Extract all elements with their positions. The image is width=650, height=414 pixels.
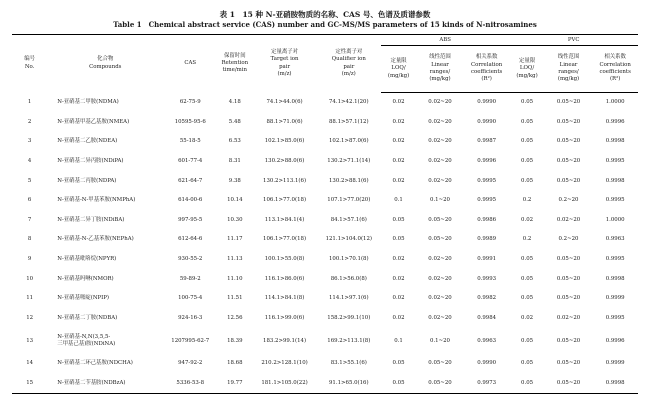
cell-compound: N-亚硝基哌啶(NPIP) bbox=[57, 295, 110, 302]
cell-abs-loq: 0.02 bbox=[392, 99, 405, 106]
cell-cas: 62-75-9 bbox=[179, 99, 201, 106]
cell-abs-loq: 0.05 bbox=[392, 360, 405, 367]
header-line: 线性范围 bbox=[429, 54, 451, 61]
table-header bbox=[12, 35, 638, 93]
cell-pvc-loq: 0.05 bbox=[521, 158, 534, 165]
cell-pvc-loq: 0.05 bbox=[521, 256, 534, 263]
compound-line: 三甲基己基)胺(NDiNA) bbox=[57, 341, 116, 348]
cell-cas: 947-92-2 bbox=[178, 360, 203, 367]
cell-pvc-loq: 0.2 bbox=[522, 197, 532, 204]
header-line: pair bbox=[343, 63, 355, 70]
cell-abs-lin: 0.05~20 bbox=[416, 374, 464, 394]
cell-pvc-loq: 0.02 bbox=[521, 216, 534, 223]
cell-no: 4 bbox=[27, 158, 32, 165]
cell-no: 12 bbox=[26, 314, 34, 321]
table-row bbox=[12, 93, 638, 113]
cell-target: 130.2>113.1(6) bbox=[263, 177, 307, 184]
cell-abs-r2: 0.9989 bbox=[477, 236, 497, 243]
cell-target: 74.1>44.0(6) bbox=[266, 99, 303, 106]
cell-abs-loq: 0.05 bbox=[381, 374, 416, 394]
cell-rt: 6.53 bbox=[228, 138, 241, 145]
cell-qualifier: 158.2>99.1(10) bbox=[327, 314, 371, 321]
cell-compound: N-亚硝基-N-乙基苯胺(NEPhA) bbox=[57, 236, 134, 243]
cell-qualifier: 102.1>87.0(6) bbox=[329, 138, 369, 145]
cell-pvc-lin: 0.05~20 bbox=[556, 256, 581, 263]
table-caption-english: Table 1 Chemical abstract service (CAS) number and GC-MS/MS parameters of 15 kinds of N-nitrosamines bbox=[113, 20, 537, 29]
cell-abs-lin: 0.05~20 bbox=[428, 360, 452, 367]
cell-compound: N-亚硝基二丙胺(NDPA) bbox=[57, 177, 117, 184]
header-line: Linear bbox=[559, 61, 578, 68]
cell-qualifier: 100.1>70.1(8) bbox=[329, 256, 369, 263]
table-row bbox=[12, 211, 638, 231]
cell-rt: 11.10 bbox=[227, 275, 243, 282]
cell-qualifier: 84.1>57.1(6) bbox=[330, 216, 367, 223]
cell-qualifier: 114.1>97.1(6) bbox=[329, 295, 369, 302]
cell-pvc-lin: 0.02~20 bbox=[556, 314, 581, 321]
cell-target: 106.1>77.0(18) bbox=[263, 197, 307, 204]
cell-rt: 4.18 bbox=[228, 99, 241, 106]
cell-target: 116.1>99.0(6) bbox=[264, 314, 305, 321]
cell-abs-lin: 0.02~20 bbox=[428, 158, 452, 165]
header-line: 相关系数 bbox=[604, 54, 626, 61]
cell-rt: 8.31 bbox=[228, 158, 241, 165]
cell-no: 13 bbox=[26, 337, 34, 344]
cell-no: 3 bbox=[27, 138, 32, 145]
cell-pvc-loq: 0.05 bbox=[521, 275, 534, 282]
cell-abs-loq: 0.05 bbox=[392, 216, 405, 223]
cell-no: 14 bbox=[26, 360, 34, 367]
cell-compound: N-亚硝基二乙胺(NDEA) bbox=[57, 138, 118, 145]
cell-no: 6 bbox=[27, 197, 32, 204]
compound-line: N-亚硝基-N,N(3,5,5- bbox=[57, 333, 111, 340]
cell-cas: 5336-53-8 bbox=[163, 374, 217, 394]
cell-abs-lin: 0.1~20 bbox=[430, 197, 450, 204]
cell-abs-lin: 0.02~20 bbox=[428, 314, 452, 321]
cell-abs-loq: 0.02 bbox=[392, 275, 405, 282]
cell-qualifier: 169.2>113.1(8) bbox=[327, 337, 371, 344]
cell-cas: 100-75-4 bbox=[178, 295, 203, 302]
cell-target: 100.1>55.0(8) bbox=[264, 256, 305, 263]
header-line: ranges/ bbox=[558, 69, 579, 75]
cell-no: 8 bbox=[27, 236, 32, 243]
header-line: Target ion bbox=[270, 56, 299, 63]
cell-pvc-r2: 0.9998 bbox=[605, 177, 625, 184]
cell-compound: N-亚硝基二异丙胺(NDiPA) bbox=[57, 158, 124, 165]
cell-rt: 18.39 bbox=[227, 337, 243, 344]
cell-qualifier: 83.1>55.1(6) bbox=[330, 360, 367, 367]
cell-compound: N-亚硝基二苄基胺(NDBzA) bbox=[47, 374, 163, 394]
cell-compound: N-亚硝基二甲胺(NDMA) bbox=[57, 99, 119, 106]
cell-pvc-lin: 0.05~20 bbox=[556, 118, 581, 125]
cell-compound: N-亚硝基二丁胺(NDBA) bbox=[57, 314, 118, 321]
header-qualifier-ion-pair bbox=[317, 35, 381, 93]
header-retention-time bbox=[217, 35, 252, 93]
cell-target: 210.2>128.1(10) bbox=[261, 360, 308, 367]
cell-target: 130.2>88.0(6) bbox=[264, 158, 305, 165]
cell-rt: 10.14 bbox=[227, 197, 243, 204]
cell-compound: N-亚硝基-N-甲基苯胺(NMPhA) bbox=[57, 197, 136, 204]
cell-qualifier: 91.1>65.0(16) bbox=[317, 374, 381, 394]
cell-cas: 10595-95-6 bbox=[174, 118, 206, 125]
cell-pvc-r2: 0.9995 bbox=[605, 314, 625, 321]
header-pvc-correlation bbox=[592, 46, 638, 93]
cell-abs-r2: 0.9984 bbox=[477, 314, 497, 321]
cell-target: 181.1>105.0(22) bbox=[252, 374, 316, 394]
header-line: (mg/kg) bbox=[557, 76, 580, 83]
cell-abs-r2: 0.9990 bbox=[477, 360, 497, 367]
cell-pvc-lin: 0.05~20 bbox=[556, 177, 581, 184]
cell-abs-loq: 0.02 bbox=[392, 177, 405, 184]
cell-cas: 1207995-62-7 bbox=[171, 337, 210, 344]
header-line: Compounds bbox=[89, 63, 122, 70]
cell-abs-lin: 0.02~20 bbox=[428, 275, 452, 282]
cell-abs-r2: 0.9990 bbox=[477, 118, 497, 125]
header-line: CAS bbox=[184, 60, 197, 67]
cell-pvc-lin: 0.05~20 bbox=[556, 99, 581, 106]
table-row bbox=[12, 132, 638, 152]
cell-abs-loq: 0.02 bbox=[392, 314, 405, 321]
table-row bbox=[12, 152, 638, 172]
cell-cas: 621-64-7 bbox=[178, 177, 203, 184]
cell-pvc-r2: 0.9998 bbox=[605, 275, 625, 282]
cell-target: 183.2>99.1(14) bbox=[263, 337, 307, 344]
cell-abs-loq: 0.02 bbox=[392, 295, 405, 302]
cell-compound: N-亚硝基吡咯烷(NPYR) bbox=[57, 256, 117, 263]
cell-no: 7 bbox=[27, 216, 32, 223]
header-line: 化合物 bbox=[97, 56, 114, 63]
cell-abs-loq: 0.02 bbox=[392, 158, 405, 165]
cell-abs-loq: 0.02 bbox=[392, 138, 405, 145]
cell-no: 9 bbox=[27, 256, 32, 263]
cell-abs-r2: 0.9991 bbox=[477, 256, 497, 263]
cell-pvc-r2: 1.0000 bbox=[605, 99, 625, 106]
cell-no: 2 bbox=[27, 118, 32, 125]
cell-qualifier: 130.2>71.1(14) bbox=[327, 158, 371, 165]
cell-abs-r2: 0.9973 bbox=[464, 374, 510, 394]
header-line: (mg/kg) bbox=[429, 76, 451, 83]
cell-pvc-lin: 0.05~20 bbox=[556, 275, 581, 282]
header-pvc-loq bbox=[509, 46, 544, 93]
cell-cas: 614-00-6 bbox=[178, 197, 203, 204]
cell-abs-r2: 0.9995 bbox=[477, 197, 497, 204]
header-line: pair bbox=[279, 63, 291, 70]
header-line: coefficients bbox=[599, 69, 631, 75]
cell-rt: 11.17 bbox=[227, 236, 243, 243]
cell-pvc-lin: 0.05~20 bbox=[556, 295, 581, 302]
header-line: 相关系数 bbox=[475, 54, 498, 61]
cell-pvc-lin: 0.2~20 bbox=[558, 236, 579, 243]
cell-pvc-r2: 0.9999 bbox=[605, 295, 625, 302]
cell-rt: 9.38 bbox=[228, 177, 241, 184]
cell-compound: N-亚硝基吗啉(NMOR) bbox=[57, 275, 114, 282]
cell-abs-lin: 0.02~20 bbox=[428, 177, 452, 184]
cell-pvc-loq: 0.05 bbox=[521, 360, 534, 367]
cell-pvc-loq: 0.05 bbox=[521, 177, 534, 184]
table-row bbox=[12, 113, 638, 133]
cell-qualifier: 88.1>57.1(12) bbox=[329, 118, 369, 125]
header-line: Retention bbox=[221, 60, 249, 67]
cell-qualifier: 86.1>56.0(8) bbox=[330, 275, 367, 282]
table-row bbox=[12, 354, 638, 374]
cell-pvc-lin: 0.05~20 bbox=[556, 138, 581, 145]
cell-cas: 55-18-5 bbox=[179, 138, 201, 145]
cell-compound: N-亚硝基二环己基胺(NDCHA) bbox=[57, 360, 133, 367]
cell-pvc-loq: 0.02 bbox=[521, 314, 534, 321]
cell-pvc-loq: 0.2 bbox=[522, 236, 532, 243]
table-row bbox=[12, 250, 638, 270]
cell-abs-r2: 0.9963 bbox=[477, 337, 497, 344]
table-row bbox=[12, 171, 638, 191]
header-line: time/min bbox=[222, 67, 247, 74]
header-line: (mg/kg) bbox=[387, 72, 410, 79]
header-line: Linear bbox=[431, 61, 449, 68]
cell-rt: 11.13 bbox=[227, 256, 243, 263]
cell-rt: 5.48 bbox=[228, 118, 241, 125]
header-abs-correlation bbox=[464, 46, 510, 93]
header-line: 定性离子对 bbox=[335, 48, 363, 55]
cell-qualifier: 107.1>77.0(20) bbox=[327, 197, 371, 204]
cell-pvc-lin: 0.05~20 bbox=[556, 158, 581, 165]
header-line: (R²) bbox=[609, 76, 621, 83]
cell-abs-r2: 0.9995 bbox=[477, 177, 497, 184]
table-row bbox=[12, 374, 638, 394]
cell-pvc-r2: 0.9998 bbox=[592, 374, 638, 394]
cell-qualifier: 121.1>104.0(12) bbox=[325, 236, 373, 243]
cell-abs-loq: 0.1 bbox=[394, 337, 403, 344]
table-row bbox=[12, 289, 638, 309]
cell-abs-loq: 0.1 bbox=[394, 197, 403, 204]
cell-pvc-loq: 0.05 bbox=[521, 295, 534, 302]
table-row bbox=[12, 191, 638, 211]
cell-cas: 612-64-6 bbox=[178, 236, 203, 243]
cell-no: 15 bbox=[12, 374, 47, 394]
table-body bbox=[12, 93, 638, 394]
cell-compound: N-亚硝基甲基乙基胺(NMEA) bbox=[57, 118, 130, 125]
cell-abs-lin: 0.02~20 bbox=[428, 138, 452, 145]
table-caption-chinese: 表 1 15 种 N-亚硝胺物质的名称、CAS 号、色谱及质谱参数 bbox=[219, 10, 431, 19]
cell-abs-loq: 0.02 bbox=[392, 118, 405, 125]
cell-abs-lin: 0.05~20 bbox=[428, 236, 452, 243]
cell-abs-r2: 0.9986 bbox=[477, 216, 497, 223]
cell-pvc-lin: 0.05~20 bbox=[545, 374, 593, 394]
header-abs-linear-range bbox=[416, 46, 464, 93]
header-compound bbox=[47, 35, 163, 93]
header-line: (mg/kg) bbox=[516, 72, 538, 79]
cell-abs-loq: 0.02 bbox=[392, 256, 405, 263]
cell-qualifier: 74.1>42.1(20) bbox=[329, 99, 369, 106]
header-line: ranges/ bbox=[429, 69, 451, 75]
cell-pvc-lin: 0.02~20 bbox=[556, 216, 581, 223]
cell-abs-lin: 0.02~20 bbox=[428, 99, 452, 106]
table-row bbox=[12, 309, 638, 329]
header-line: 定量限 bbox=[518, 57, 536, 64]
cell-rt: 11.51 bbox=[227, 295, 243, 302]
header-line: (R²) bbox=[481, 76, 492, 83]
cell-pvc-loq: 0.05 bbox=[521, 337, 534, 344]
header-line: 定量离子对 bbox=[271, 48, 299, 55]
cell-no: 1 bbox=[27, 99, 32, 106]
cell-pvc-lin: 0.05~20 bbox=[556, 337, 581, 344]
cell-no: 11 bbox=[26, 295, 34, 302]
table-row bbox=[12, 269, 638, 289]
cell-abs-lin: 0.1~20 bbox=[430, 337, 450, 344]
header-line: coefficients bbox=[470, 69, 503, 75]
header-no bbox=[12, 35, 47, 93]
cell-abs-r2: 0.9990 bbox=[477, 99, 497, 106]
cell-pvc-r2: 0.9995 bbox=[605, 256, 625, 263]
cell-rt: 10.30 bbox=[227, 216, 243, 223]
cell-pvc-loq: 0.05 bbox=[521, 138, 534, 145]
cell-pvc-lin: 0.05~20 bbox=[556, 360, 581, 367]
cell-pvc-r2: 0.9996 bbox=[605, 337, 625, 344]
cell-pvc-loq: 0.05 bbox=[521, 118, 534, 125]
group-header-abs: ABS bbox=[381, 35, 510, 46]
cell-target: 114.1>84.1(8) bbox=[264, 295, 305, 302]
cell-target: 116.1>86.0(6) bbox=[264, 275, 305, 282]
cell-target: 106.1>77.0(18) bbox=[263, 236, 307, 243]
header-line: 编号 bbox=[24, 56, 36, 63]
header-line: LOQ/ bbox=[391, 65, 406, 72]
cell-pvc-r2: 0.9995 bbox=[605, 197, 625, 204]
cell-pvc-loq: 0.05 bbox=[521, 99, 534, 106]
cell-abs-r2: 0.9987 bbox=[477, 138, 497, 145]
cell-target: 88.1>71.0(6) bbox=[266, 118, 303, 125]
header-line: Correlation bbox=[471, 61, 503, 68]
header-line: 线性范围 bbox=[557, 54, 580, 61]
header-line: 保留时间 bbox=[224, 52, 246, 59]
header-line: Qualifier ion bbox=[331, 56, 366, 63]
table-row bbox=[12, 328, 638, 354]
cell-rt: 18.68 bbox=[227, 360, 243, 367]
cell-abs-lin: 0.02~20 bbox=[428, 295, 452, 302]
header-cas bbox=[163, 35, 217, 93]
cell-cas: 59-89-2 bbox=[179, 275, 201, 282]
cell-target: 113.1>84.1(4) bbox=[264, 216, 305, 223]
cell-cas: 601-77-4 bbox=[178, 158, 203, 165]
cell-pvc-r2: 0.9995 bbox=[605, 158, 625, 165]
header-line: (m/z) bbox=[341, 71, 356, 78]
cell-abs-r2: 0.9993 bbox=[477, 275, 497, 282]
header-line: LOQ/ bbox=[519, 65, 535, 72]
header-line: Correlation bbox=[599, 61, 631, 68]
cell-pvc-r2: 0.9998 bbox=[605, 138, 625, 145]
cell-cas: 930-55-2 bbox=[178, 256, 203, 263]
cell-cas: 997-95-5 bbox=[178, 216, 203, 223]
table-row bbox=[12, 230, 638, 250]
cell-pvc-r2: 0.9999 bbox=[605, 360, 625, 367]
cell-abs-r2: 0.9996 bbox=[477, 158, 497, 165]
header-target-ion-pair bbox=[252, 35, 316, 93]
group-header-pvc: PVC bbox=[509, 35, 638, 46]
cell-pvc-r2: 0.9963 bbox=[605, 236, 625, 243]
cell-pvc-r2: 1.0000 bbox=[605, 216, 625, 223]
nitrosamine-parameter-table bbox=[12, 34, 638, 394]
cell-cas: 924-16-3 bbox=[178, 314, 203, 321]
cell-pvc-lin: 0.2~20 bbox=[558, 197, 579, 204]
header-pvc-linear-range bbox=[545, 46, 593, 93]
cell-qualifier: 130.2>88.1(6) bbox=[329, 177, 369, 184]
header-abs-loq bbox=[381, 46, 416, 93]
cell-rt: 19.77 bbox=[217, 374, 252, 394]
cell-abs-lin: 0.02~20 bbox=[428, 118, 452, 125]
header-line: (m/z) bbox=[277, 71, 292, 78]
cell-compound: N-亚硝基二异丁胺(NDiBA) bbox=[57, 216, 125, 223]
cell-target: 102.1>85.0(6) bbox=[264, 138, 305, 145]
cell-abs-loq: 0.05 bbox=[392, 236, 405, 243]
header-line: 定量限 bbox=[390, 57, 407, 64]
cell-abs-lin: 0.05~20 bbox=[428, 216, 452, 223]
cell-no: 10 bbox=[26, 275, 34, 282]
cell-pvc-loq: 0.05 bbox=[509, 374, 544, 394]
cell-abs-r2: 0.9982 bbox=[477, 295, 497, 302]
cell-compound bbox=[47, 328, 163, 354]
cell-pvc-r2: 0.9996 bbox=[605, 118, 625, 125]
cell-no: 5 bbox=[27, 177, 32, 184]
cell-abs-lin: 0.02~20 bbox=[428, 256, 452, 263]
cell-rt: 12.56 bbox=[227, 314, 243, 321]
header-line: No. bbox=[24, 63, 35, 70]
